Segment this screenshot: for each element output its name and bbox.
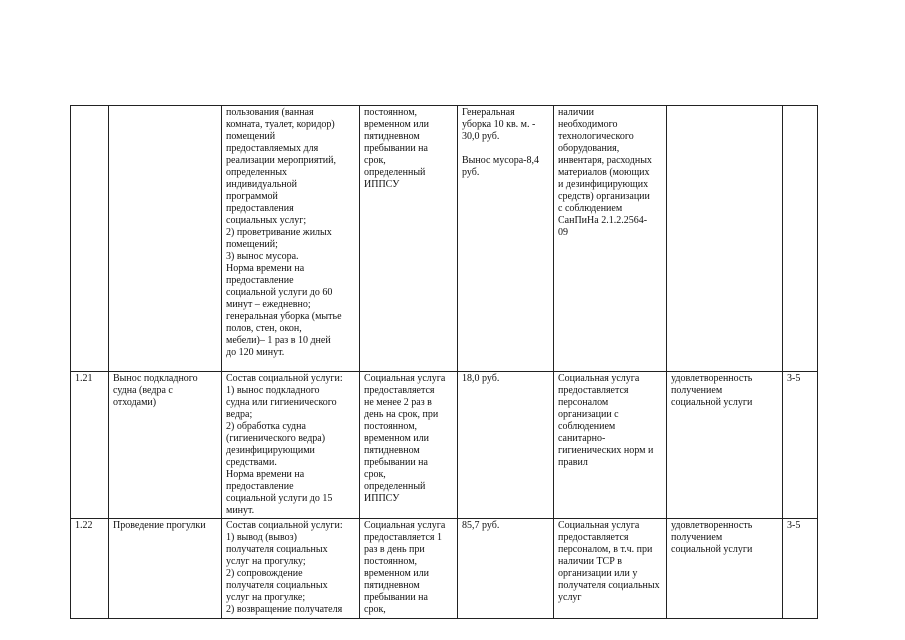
service-content: Состав социальной услуги: 1) вынос подкладного судна или гигиенического ведра; 2) обработка судна (гигиенического ведра) дезинфицирующими средствами. Норма времени на предоставление социальной услуги до 15 минут. xyxy=(222,372,360,519)
service-tariff: Генеральная уборка 10 кв. м. - 30,0 руб. Вынос мусора-8,4 руб. xyxy=(458,106,554,372)
service-number: 1.21 xyxy=(71,372,109,519)
service-content: пользования (ванная комната, туалет, коридор) помещений предоставляемых для реализации мероприятий, определенных индивидуальной программой предоставления социальных услуг; 2) проветривание жилых помещений; 3) вынос мусора. Норма времени на предоставление социальной услуги до 60 минут – ежедневно; генеральная уборка (мытье полов, стен, окон, мебели)– 1 раз в 10 дней до 120 минут. xyxy=(222,106,360,372)
service-tariff: 85,7 руб. xyxy=(458,519,554,619)
service-score: 3-5 xyxy=(783,372,818,519)
service-quality: удовлетворенность получением социальной услуги xyxy=(667,372,783,519)
table-row xyxy=(71,106,818,372)
service-tariff: 18,0 руб. xyxy=(458,372,554,519)
services-table xyxy=(70,105,818,619)
service-content: Состав социальной услуги: 1) вывод (вывоз) получателя социальных услуг на прогулку; 2) сопровождение получателя социальных услуг на прогулке; 2) возвращение получателя xyxy=(222,519,360,619)
table-row xyxy=(71,372,818,519)
service-period: Социальная услуга предоставляется 1 раз в день при постоянном, временном или пятидневном пребывании на срок, xyxy=(360,519,458,619)
service-period: постоянном, временном или пятидневном пребывании на срок, определенный ИППСУ xyxy=(360,106,458,372)
service-quality xyxy=(667,106,783,372)
service-score xyxy=(783,106,818,372)
service-number xyxy=(71,106,109,372)
service-name: Проведение прогулки xyxy=(109,519,222,619)
service-quality: удовлетворенность получением социальной услуги xyxy=(667,519,783,619)
service-name xyxy=(109,106,222,372)
service-conditions: Социальная услуга предоставляется персоналом организации с соблюдением санитарно- гигиенических норм и правил xyxy=(554,372,667,519)
service-number: 1.22 xyxy=(71,519,109,619)
service-score: 3-5 xyxy=(783,519,818,619)
service-name: Вынос подкладного судна (ведра с отходами) xyxy=(109,372,222,519)
service-conditions: Социальная услуга предоставляется персоналом, в т.ч. при наличии ТСР в организации или у получателя социальных услуг xyxy=(554,519,667,619)
service-conditions: наличии необходимого технологического оборудования, инвентаря, расходных материалов (моющих и дезинфицирующих средств) организации с соблюдением СанПиНа 2.1.2.2564- 09 xyxy=(554,106,667,372)
service-period: Социальная услуга предоставляется не менее 2 раз в день на срок, при постоянном, временном или пятидневном пребывании на срок, определенный ИППСУ xyxy=(360,372,458,519)
table-row xyxy=(71,519,818,619)
